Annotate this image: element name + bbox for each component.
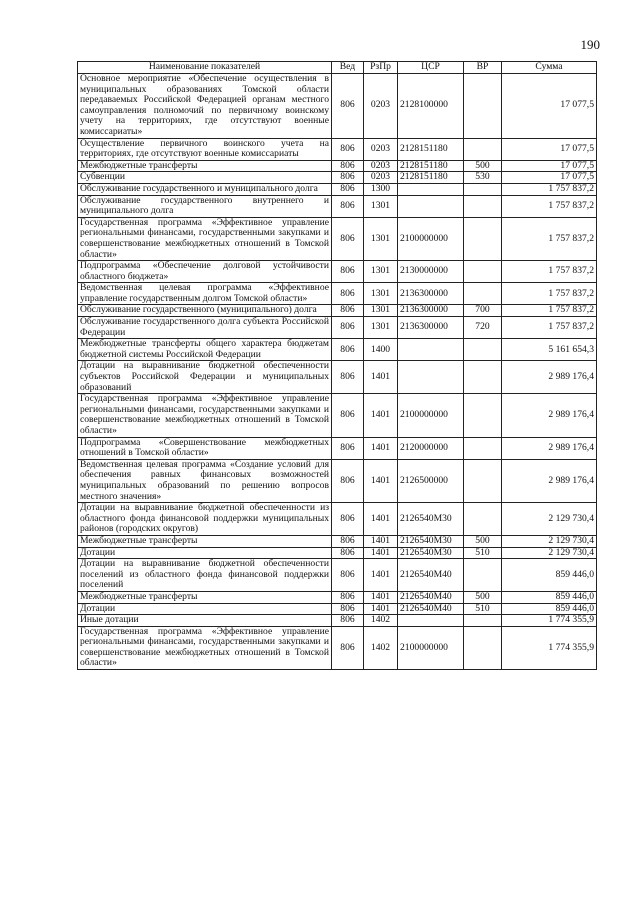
cell-ved: 806 (332, 217, 364, 260)
header-csr: ЦСР (398, 62, 464, 74)
cell-ved: 806 (332, 459, 364, 502)
cell-csr: 2126540М30 (398, 503, 464, 536)
cell-vr: 510 (464, 603, 502, 615)
cell-rzpr: 1301 (364, 283, 398, 305)
cell-ved: 806 (332, 559, 364, 592)
cell-sum: 1 757 837,2 (502, 183, 597, 195)
cell-csr: 2126540М40 (398, 559, 464, 592)
cell-csr (398, 183, 464, 195)
cell-ved: 806 (332, 535, 364, 547)
table-row (78, 317, 597, 339)
cell-name: Дотации (78, 547, 332, 559)
cell-vr (464, 459, 502, 502)
cell-rzpr: 1400 (364, 339, 398, 361)
cell-rzpr: 1401 (364, 591, 398, 603)
cell-vr (464, 503, 502, 536)
cell-ved: 806 (332, 183, 364, 195)
table-row (78, 437, 597, 459)
cell-csr: 2128100000 (398, 74, 464, 139)
cell-name: Межбюджетные трансферты (78, 160, 332, 172)
cell-vr: 500 (464, 160, 502, 172)
header-vr: ВР (464, 62, 502, 74)
cell-ved: 806 (332, 615, 364, 627)
cell-name: Дотации на выравнивание бюджетной обеспеченности из областного фонда финансовой поддержки муниципальных районов (городских округов) (78, 503, 332, 536)
cell-csr: 2136300000 (398, 317, 464, 339)
cell-sum: 1 757 837,2 (502, 283, 597, 305)
cell-csr: 2120000000 (398, 437, 464, 459)
cell-rzpr: 1401 (364, 503, 398, 536)
cell-name: Субвенции (78, 172, 332, 184)
cell-sum: 17 077,5 (502, 74, 597, 139)
cell-csr: 2126540М30 (398, 535, 464, 547)
cell-csr: 2128151180 (398, 160, 464, 172)
cell-csr: 2136300000 (398, 283, 464, 305)
cell-vr: 510 (464, 547, 502, 559)
cell-rzpr: 1401 (364, 559, 398, 592)
cell-vr (464, 195, 502, 217)
table-row (78, 603, 597, 615)
cell-ved: 806 (332, 283, 364, 305)
cell-ved: 806 (332, 437, 364, 459)
cell-name: Обслуживание государственного долга субъекта Российской Федерации (78, 317, 332, 339)
cell-name: Подпрограмма «Совершенствование межбюджетных отношений в Томской области» (78, 437, 332, 459)
cell-rzpr: 1401 (364, 437, 398, 459)
cell-name: Обслуживание государственного внутреннего и муниципального долга (78, 195, 332, 217)
cell-name: Подпрограмма «Обеспечение долговой устойчивости областного бюджета» (78, 261, 332, 283)
cell-vr (464, 339, 502, 361)
cell-name: Ведомственная целевая программа «Создание условий для обеспечения равных финансовых возможностей муниципальных образований по решению вопросов местного значения» (78, 459, 332, 502)
cell-ved: 806 (332, 603, 364, 615)
cell-sum: 1 774 355,9 (502, 626, 597, 669)
cell-rzpr: 1401 (364, 603, 398, 615)
cell-rzpr: 0203 (364, 74, 398, 139)
cell-csr (398, 361, 464, 394)
table-row (78, 172, 597, 184)
cell-vr (464, 283, 502, 305)
cell-sum: 859 446,0 (502, 603, 597, 615)
cell-name: Ведомственная целевая программа «Эффективное управление государственным долгом Томской области» (78, 283, 332, 305)
table-row (78, 160, 597, 172)
cell-vr (464, 615, 502, 627)
cell-vr (464, 183, 502, 195)
cell-rzpr: 1301 (364, 217, 398, 260)
cell-sum: 1 774 355,9 (502, 615, 597, 627)
cell-ved: 806 (332, 160, 364, 172)
table-row (78, 195, 597, 217)
cell-rzpr: 0203 (364, 138, 398, 160)
cell-sum: 2 989 176,4 (502, 459, 597, 502)
cell-sum: 2 989 176,4 (502, 437, 597, 459)
cell-ved: 806 (332, 503, 364, 536)
table-row (78, 503, 597, 536)
page-number: 190 (580, 37, 600, 52)
cell-sum: 2 129 730,4 (502, 503, 597, 536)
cell-vr (464, 261, 502, 283)
cell-csr: 2100000000 (398, 626, 464, 669)
cell-vr: 500 (464, 591, 502, 603)
cell-csr (398, 339, 464, 361)
table-row (78, 74, 597, 139)
cell-vr: 700 (464, 305, 502, 317)
cell-csr (398, 615, 464, 627)
cell-sum: 1 757 837,2 (502, 261, 597, 283)
cell-name: Дотации на выравнивание бюджетной обеспеченности субъектов Российской Федерации и муниципальных образований (78, 361, 332, 394)
cell-rzpr: 0203 (364, 160, 398, 172)
cell-name: Основное мероприятие «Обеспечение осуществления в муниципальных образованиях Томской области передаваемых Российской Федерацией органам местного самоуправления полномочий по первичному воинскому учету на территориях, где отсутствуют военные комиссариаты» (78, 74, 332, 139)
cell-vr (464, 217, 502, 260)
header-sum: Сумма (502, 62, 597, 74)
header-ved: Вед (332, 62, 364, 74)
table-row (78, 283, 597, 305)
table-row (78, 459, 597, 502)
cell-name: Межбюджетные трансферты общего характера бюджетам бюджетной системы Российской Федерации (78, 339, 332, 361)
table-row (78, 305, 597, 317)
table-row (78, 361, 597, 394)
cell-sum: 1 757 837,2 (502, 195, 597, 217)
cell-sum: 2 989 176,4 (502, 361, 597, 394)
cell-sum: 1 757 837,2 (502, 305, 597, 317)
cell-sum: 17 077,5 (502, 172, 597, 184)
cell-csr (398, 195, 464, 217)
cell-ved: 806 (332, 361, 364, 394)
cell-rzpr: 1401 (364, 459, 398, 502)
table-row (78, 183, 597, 195)
cell-csr: 2128151180 (398, 138, 464, 160)
cell-sum: 859 446,0 (502, 591, 597, 603)
cell-ved: 806 (332, 195, 364, 217)
cell-ved: 806 (332, 138, 364, 160)
cell-rzpr: 1301 (364, 261, 398, 283)
cell-vr (464, 394, 502, 437)
table-row (78, 615, 597, 627)
cell-rzpr: 1401 (364, 394, 398, 437)
header-rzpr: РзПр (364, 62, 398, 74)
table-row (78, 547, 597, 559)
table-row (78, 626, 597, 669)
cell-ved: 806 (332, 339, 364, 361)
cell-vr: 720 (464, 317, 502, 339)
cell-rzpr: 1401 (364, 547, 398, 559)
cell-name: Межбюджетные трансферты (78, 535, 332, 547)
cell-name: Обслуживание государственного (муниципального) долга (78, 305, 332, 317)
cell-vr (464, 626, 502, 669)
cell-ved: 806 (332, 394, 364, 437)
cell-rzpr: 1300 (364, 183, 398, 195)
cell-vr (464, 361, 502, 394)
cell-ved: 806 (332, 74, 364, 139)
cell-vr: 530 (464, 172, 502, 184)
cell-vr (464, 74, 502, 139)
cell-csr: 2126500000 (398, 459, 464, 502)
cell-rzpr: 1402 (364, 615, 398, 627)
cell-rzpr: 1402 (364, 626, 398, 669)
cell-vr (464, 138, 502, 160)
cell-ved: 806 (332, 317, 364, 339)
table-row (78, 394, 597, 437)
cell-name: Дотации на выравнивание бюджетной обеспеченности поселений из областного фонда финансовой поддержки поселений (78, 559, 332, 592)
cell-sum: 1 757 837,2 (502, 217, 597, 260)
cell-csr: 2136300000 (398, 305, 464, 317)
cell-ved: 806 (332, 626, 364, 669)
cell-rzpr: 1301 (364, 305, 398, 317)
table-row (78, 591, 597, 603)
cell-sum: 17 077,5 (502, 160, 597, 172)
cell-csr: 2130000000 (398, 261, 464, 283)
cell-rzpr: 0203 (364, 172, 398, 184)
cell-rzpr: 1401 (364, 535, 398, 547)
cell-ved: 806 (332, 305, 364, 317)
cell-sum: 1 757 837,2 (502, 317, 597, 339)
cell-ved: 806 (332, 591, 364, 603)
cell-vr (464, 437, 502, 459)
cell-sum: 859 446,0 (502, 559, 597, 592)
cell-name: Межбюджетные трансферты (78, 591, 332, 603)
cell-csr: 2126540М40 (398, 603, 464, 615)
table-header-row (78, 62, 597, 74)
cell-name: Осуществление первичного воинского учета на территориях, где отсутствуют военные комиссариаты (78, 138, 332, 160)
cell-sum: 2 989 176,4 (502, 394, 597, 437)
cell-vr: 500 (464, 535, 502, 547)
cell-name: Иные дотации (78, 615, 332, 627)
cell-ved: 806 (332, 547, 364, 559)
cell-sum: 17 077,5 (502, 138, 597, 160)
cell-name: Государственная программа «Эффективное управление региональными финансами, государственными закупками и совершенствование межбюджетных отношений в Томской области» (78, 394, 332, 437)
cell-csr: 2126540М30 (398, 547, 464, 559)
cell-rzpr: 1301 (364, 317, 398, 339)
cell-sum: 2 129 730,4 (502, 535, 597, 547)
table-row (78, 339, 597, 361)
cell-sum: 5 161 654,3 (502, 339, 597, 361)
cell-rzpr: 1401 (364, 361, 398, 394)
budget-table (77, 61, 597, 670)
cell-csr: 2128151180 (398, 172, 464, 184)
cell-ved: 806 (332, 172, 364, 184)
table-row (78, 138, 597, 160)
cell-csr: 2100000000 (398, 394, 464, 437)
table-row (78, 217, 597, 260)
cell-csr: 2126540М40 (398, 591, 464, 603)
table-row (78, 559, 597, 592)
cell-csr: 2100000000 (398, 217, 464, 260)
cell-name: Дотации (78, 603, 332, 615)
table-row (78, 535, 597, 547)
cell-sum: 2 129 730,4 (502, 547, 597, 559)
cell-vr (464, 559, 502, 592)
cell-name: Государственная программа «Эффективное управление региональными финансами, государственными закупками и совершенствование межбюджетных отношений в Томской области» (78, 626, 332, 669)
cell-name: Государственная программа «Эффективное управление региональными финансами, государственными закупками и совершенствование межбюджетных отношений в Томской области» (78, 217, 332, 260)
cell-ved: 806 (332, 261, 364, 283)
table-row (78, 261, 597, 283)
cell-rzpr: 1301 (364, 195, 398, 217)
header-name: Наименование показателей (78, 62, 332, 74)
cell-name: Обслуживание государственного и муниципального долга (78, 183, 332, 195)
